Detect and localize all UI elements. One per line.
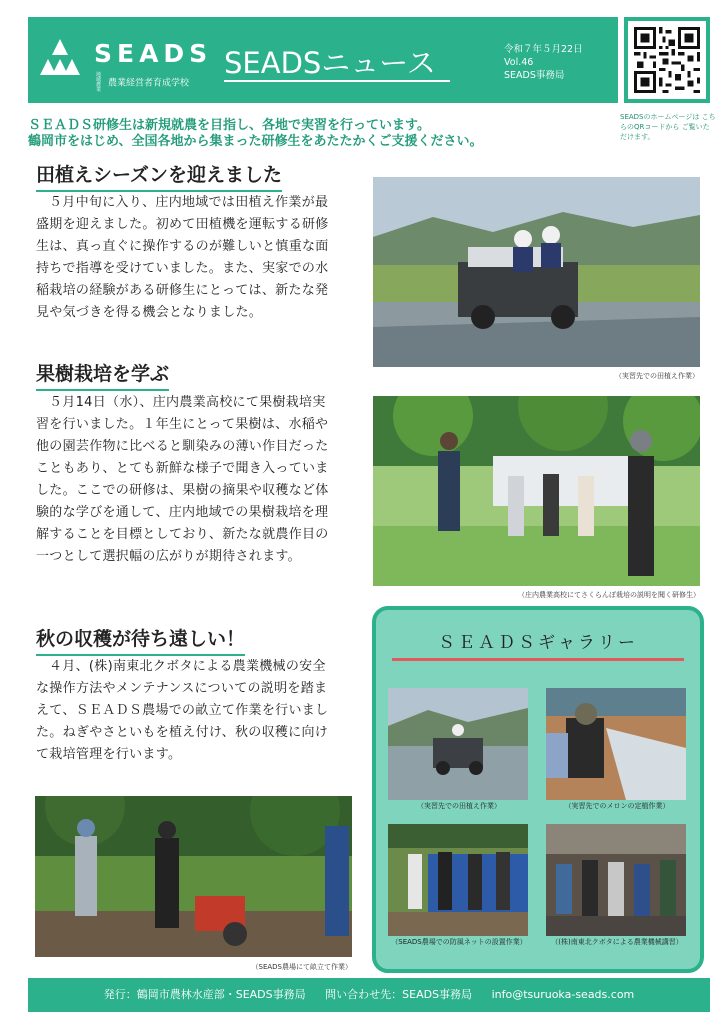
issue-date: 令和７年５月22日 <box>504 44 583 55</box>
caption-ridge-making: （SEADS農場にて畝立て作業） <box>251 963 352 971</box>
footer-publisher: 発行：鶴岡市農林水産部・SEADS事務局 <box>103 988 306 1001</box>
gallery-panel <box>372 606 704 973</box>
photo-rice-planting <box>373 177 700 367</box>
issue-volume: Vol.46 <box>504 57 534 68</box>
qr-code-icon <box>634 27 700 93</box>
title-underline <box>224 80 450 82</box>
caption-rice-planting: （実習先での田植え作業） <box>615 372 699 380</box>
photo-fruit-tree <box>373 396 700 586</box>
footer <box>28 978 710 1012</box>
logo-wordmark: SEADS <box>94 39 213 68</box>
gallery-caption-2: （実習先でのメロンの定植作業） <box>564 802 670 810</box>
gallery-caption-3: （SEADS農場での防風ネットの設置作業） <box>391 938 527 946</box>
gallery-photo-kubota-training <box>546 824 686 936</box>
seads-logo-icon <box>38 37 82 81</box>
logo-subtitle-small: 地域農業 <box>96 72 102 93</box>
section-title-fruit-tree: 果樹栽培を学ぶ <box>36 359 169 391</box>
photo-ridge-making <box>35 796 352 957</box>
issue-office: SEADS事務局 <box>504 70 565 81</box>
section-title-harvest: 秋の収穫が待ち遠しい！ <box>36 624 245 656</box>
logo-subtitle <box>96 73 189 93</box>
section-body-harvest: ４月、(株)南東北クボタによる農業機械の安全な操作方法やメンテナンスについての説明を踏まえて、ＳＥＡＤＳ農場での畝立て作業を行いました。ねぎやさといもを植え付け、秋の収穫に向けて栽培管理を行います。 <box>36 659 329 762</box>
newsletter-title: SEADSニュース <box>224 46 436 80</box>
gallery-caption-1: （実習先での田植え作業） <box>417 802 501 810</box>
intro-line-1: ＳＥＡＤＳ研修生は新規就農を目指し、各地で実習を行っています。 <box>28 118 430 133</box>
qr-caption: SEADSのホームページは こちらのQRコードから ご覧いただけます。 <box>620 113 716 141</box>
gallery-title: ＳＥＡＤＳギャラリー <box>438 633 638 653</box>
issue-meta <box>504 43 583 82</box>
gallery-photo-rice-planting <box>388 688 528 800</box>
gallery-title-rule <box>392 658 684 661</box>
footer-contact: 問い合わせ先：SEADS事務局 <box>325 988 473 1001</box>
section-title-rice-planting: 田植えシーズンを迎えました <box>36 160 282 192</box>
qr-code[interactable] <box>624 17 710 103</box>
gallery-photo-melon <box>546 688 686 800</box>
caption-fruit-tree: （庄内農業高校にてさくらんぼ栽培の説明を聞く研修生） <box>518 591 700 599</box>
gallery-photo-windbreak-net <box>388 824 528 936</box>
section-body-rice-planting: ５月中旬に入り、庄内地域では田植え作業が最盛期を迎えました。初めて田植機を運転する研修生は、真っ直ぐに操作するのが難しいと慎重な面持ちで指導を受けていました。また、実家での水稲栽培の経験がある研修生にとっては、新たな発見や気づきを得る機会となりました。 <box>36 195 329 320</box>
gallery-caption-4: （(株)南東北クボタによる農業機械講習） <box>551 938 683 946</box>
logo-subtitle-main: 農業経営者育成学校 <box>108 78 190 89</box>
intro-text <box>28 118 482 150</box>
intro-line-2: 鶴岡市をはじめ、全国各地から集まった研修生をあたたかくご支援ください。 <box>28 134 483 149</box>
newsletter-header <box>28 17 618 103</box>
footer-email[interactable]: info@tsuruoka-seads.com <box>491 988 635 1001</box>
section-body-fruit-tree: ５月14日（水）、庄内農業高校にて果樹栽培実習を行いました。１年生にとって果樹は、水稲や他の園芸作物に比べると馴染みの薄い作目だったこともあり、とても新鮮な様子で聞き入っていました。ここでの研修は、果樹の摘果や収穫など体験的な学びを通して、庄内地域での果樹栽培を理解することを目標としており、新たな就農作目の一つとして選択幅の広がりが期待されます。 <box>36 395 329 564</box>
